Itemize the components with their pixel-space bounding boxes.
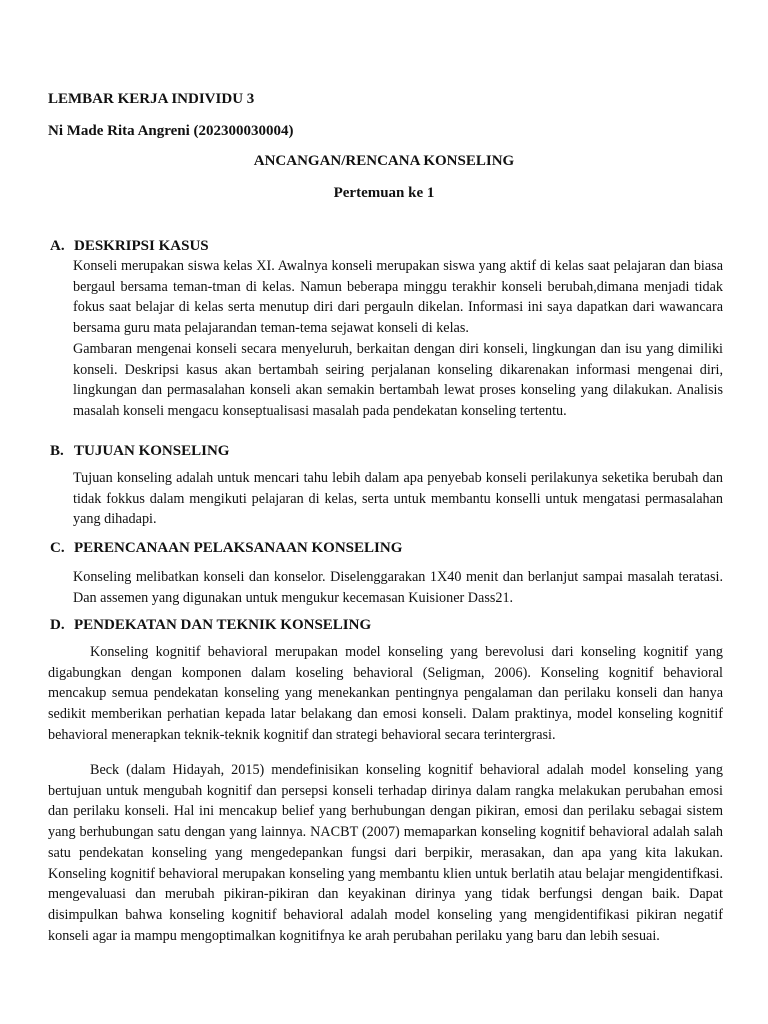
meeting-number: Pertemuan ke 1 xyxy=(333,185,435,201)
section-a-paragraph-2: Gambaran mengenai konseli secara menyeluruh, berkaitan dengan diri konseli, lingkungan dan isu yang dimiliki konseli. Deskripsi kasus akan bertambah seiring perjalanan konseling dikarenakan informasi mengenai diri, lingkungan dan permasalahan konseli akan semakin bertambah lewat proses konseling yang dilakukan. Analisis masalah konseli mengacu konseptualisasi masalah pada pendekatan konseling tertentu. xyxy=(73,341,723,420)
section-b-paragraph: Tujuan konseling adalah untuk mencari tahu lebih dalam apa penyebab konseli perilakunya seketika berubah dan tidak fokkus dalam mengikuti pelajaran di kelas, serta untuk membantu konselli untuk mengatasi permasalahan yang dihadapi. xyxy=(73,470,723,528)
section-b-title: TUJUAN KONSELING xyxy=(74,443,230,459)
section-d-letter: D. xyxy=(50,617,65,633)
worksheet-title: LEMBAR KERJA INDIVIDU 3 xyxy=(48,91,255,107)
section-a-letter: A. xyxy=(50,238,65,254)
section-c-heading xyxy=(50,539,402,557)
section-d-heading xyxy=(50,616,371,634)
section-b-heading xyxy=(50,442,229,460)
section-a-heading xyxy=(50,237,209,255)
author-line: Ni Made Rita Angreni (202300030004) xyxy=(48,123,294,139)
section-c-title: PERENCANAAN PELAKSANAAN KONSELING xyxy=(74,540,403,556)
section-a-paragraph-1: Konseli merupakan siswa kelas XI. Awalnya konseli merupakan siswa yang aktif di kelas saat pelajaran dan biasa bergaul bersama teman-tman di kelas. Namun beberapa minggu terakhir konseli berubah,dimana menjadi tidak fokus saat belajar di kelas serta menutup diri dari pergauln dikelan. Informasi ini saya dapatkan dari wawancara bersama guru mata pelajarandan teman-tema sejawat konseli di kelas. xyxy=(73,258,723,337)
document-title: ANCANGAN/RENCANA KONSELING xyxy=(253,153,515,169)
section-c-letter: C. xyxy=(50,540,65,556)
section-b-letter: B. xyxy=(50,443,64,459)
section-d-title: PENDEKATAN DAN TEKNIK KONSELING xyxy=(74,617,372,633)
section-d-paragraph-1: Konseling kognitif behavioral merupakan model konseling yang berevolusi dari konseling kognitif yang digabungkan dengan komponen dalam koseling behavioral (Seligman, 2006). Konseling kognitif behavioral mencakup semua pendekatan konseling yang menekankan pentingnya pengalaman dan perilaku konseli dan hanya sedikit memberikan perhatian kepada latar belakang dan emosi konseli. Dalam praktinya, model konseling kognitif behavioral menerapkan teknik-teknik kognitif dan strategi behavioral secara terintergrasi. xyxy=(48,644,723,743)
section-d-paragraph-2: Beck (dalam Hidayah, 2015) mendefinisikan konseling kognitif behavioral adalah model konseling yang bertujuan untuk mengubah kognitif dan persepsi konseli terhadap dirinya dalam rangka melakukan perubahan emosi dan perilaku konseli. Hal ini mencakup belief yang berhubungan dengan pikiran, emosi dan perilaku sebagai sistem yang berhubungan satu dengan yang lainnya. NACBT (2007) memaparkan konseling kognitif behavioral adalah salah satu pendekatan konseling yang mengedepankan fungsi dari berpikir, merasakan, dan apa yang kita lakukan. Konseling kognitif behavioral merupakan konseling yang membantu klien untuk berlatih atau belajar mengidentifkasi. mengevaluasi dan merubah pikiran-pikiran dan keyakinan dirinya yang tidak berfungsi dengan baik. Dapat disimpulkan bahwa konseling kognitif behavioral adalah model konseling yang mengidentifikasi pikiran negatif konseli agar ia mampu mengoptimalkan kognitifnya ke arah perubahan perilaku yang baru dan lebih sesuai. xyxy=(48,762,723,944)
section-c-paragraph: Konseling melibatkan konseli dan konselor. Diselenggarakan 1X40 menit dan berlanjut sampai masalah teratasi. Dan assemen yang digunakan untuk mengukur kecemasan Kuisioner Dass21. xyxy=(73,569,723,606)
section-a-title: DESKRIPSI KASUS xyxy=(74,238,209,254)
